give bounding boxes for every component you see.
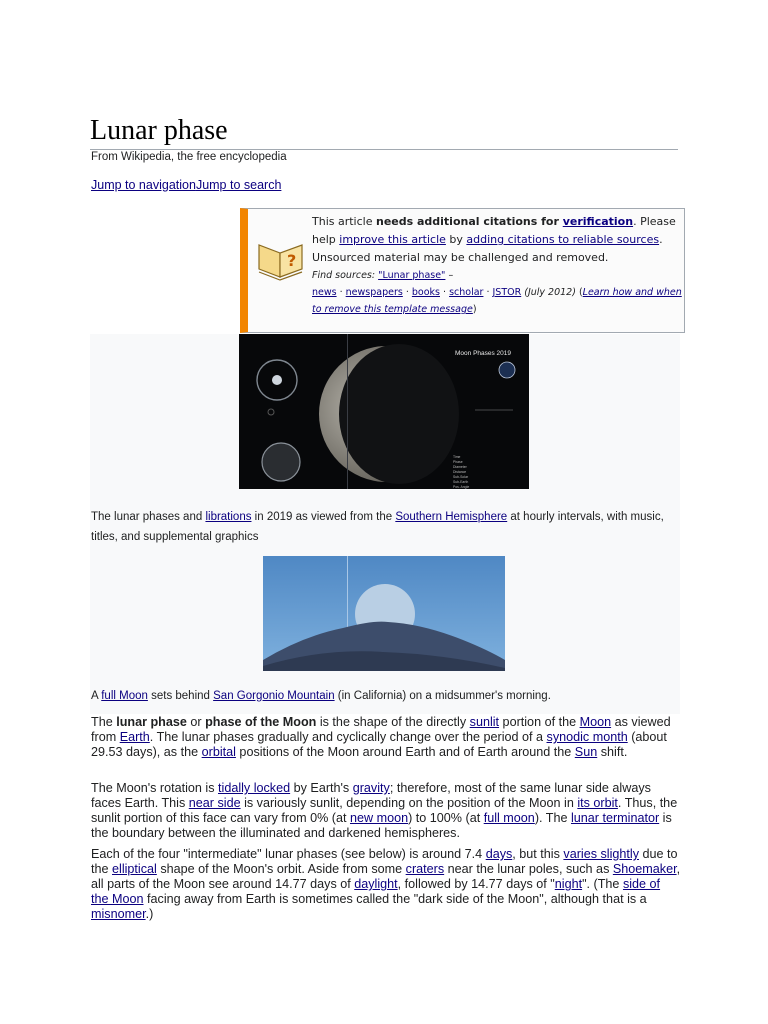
source-scholar-link[interactable]: scholar xyxy=(449,287,484,298)
paragraph-2: The Moon's rotation is tidally locked by Earth's gravity; therefore, most of the same lunar side always faces Earth. This near side is variously sunlit, depending on the position of the Moon in its orbit. Thus, the sunlit portion of this face can vary from 0% (at new moon) to 100% (at full moon). The lunar terminator is the boundary between the illuminated and darkened hemispheres. xyxy=(91,781,678,840)
tidally-locked-link[interactable]: tidally locked xyxy=(218,781,291,795)
svg-text:Distance: Distance xyxy=(453,470,467,474)
gravity-link[interactable]: gravity xyxy=(352,781,390,795)
southern-hemisphere-link[interactable]: Southern Hemisphere xyxy=(395,511,508,523)
jump-links xyxy=(91,178,281,192)
find-sources: Find sources: "Lunar phase" – news · newspapers · books · scholar · JSTOR (July 2012) (Learn how and when to remove this template message) xyxy=(312,270,682,315)
elliptical-link[interactable]: elliptical xyxy=(112,862,157,876)
source-news-link[interactable]: news xyxy=(312,287,337,298)
caption-moonset: A full Moon sets behind San Gorgonio Mountain (in California) on a midsummer's morning. xyxy=(91,690,551,702)
moonset-video[interactable] xyxy=(263,556,505,671)
paragraph-3: Each of the four "intermediate" lunar phases (see below) is around 7.4 days, but this varies slightly due to the elliptical shape of the Moon's orbit. Aside from some craters near the lunar poles, such as Shoemaker, all parts of the Moon see around 14.77 days of daylight, followed by 14.77 days of "night". (The side of the Moon facing away from Earth is sometimes called the "dark side of the Moon", although that is a misnomer.) xyxy=(91,847,681,921)
svg-text:Sub-Earth: Sub-Earth xyxy=(453,480,469,484)
svg-text:Sub-Solar: Sub-Solar xyxy=(453,475,469,479)
jump-to-navigation-link[interactable]: Jump to navigation xyxy=(91,178,196,192)
craters-link[interactable]: craters xyxy=(405,862,445,876)
near-side-link[interactable]: near side xyxy=(188,796,241,810)
sunlit-link[interactable]: sunlit xyxy=(469,715,500,729)
svg-text:Pos. Angle: Pos. Angle xyxy=(453,485,470,489)
svg-text:Time: Time xyxy=(453,455,461,459)
learn-how-link[interactable]: Learn how and when to remove this template message xyxy=(312,287,682,315)
source-jstor-link[interactable]: JSTOR xyxy=(492,287,522,298)
video-overlay-title: Moon Phases 2019 xyxy=(455,350,512,357)
its-orbit-link[interactable]: its orbit xyxy=(577,796,618,810)
improve-article-link[interactable]: improve this article xyxy=(339,233,446,246)
san-gorgonio-link[interactable]: San Gorgonio Mountain xyxy=(213,690,335,702)
svg-text:Diameter: Diameter xyxy=(453,465,467,469)
varies-slightly-link[interactable]: varies slightly xyxy=(563,847,639,861)
jump-to-search-link[interactable]: Jump to search xyxy=(195,178,282,192)
moon-link[interactable]: Moon xyxy=(579,715,612,729)
side-of-the-moon-link[interactable]: side of the Moon xyxy=(91,877,661,906)
synodic-month-link[interactable]: synodic month xyxy=(546,730,628,744)
book-question-icon xyxy=(256,239,306,283)
daylight-link[interactable]: daylight xyxy=(354,877,398,891)
earth-link[interactable]: Earth xyxy=(119,730,150,744)
moon-phases-frame xyxy=(239,334,529,489)
days-link[interactable]: days xyxy=(485,847,513,861)
notice-text: This article needs additional citations for verification. Please help improve this article by adding citations to reliable sources. Unsourced material may be challenged and removed. Find sources: "Lunar phase" – news · newspapers · books · scholar · JSTOR (July 2012) (Learn how and when to remove this template message) xyxy=(312,213,684,318)
tagline: From Wikipedia, the free encyclopedia xyxy=(91,151,287,163)
new-moon-link[interactable]: new moon xyxy=(349,811,409,825)
sun-link[interactable]: Sun xyxy=(574,745,598,759)
lunar-terminator-link[interactable]: lunar terminator xyxy=(570,811,660,825)
librations-link[interactable]: librations xyxy=(205,511,252,523)
moonset-frame xyxy=(263,556,505,671)
source-books-link[interactable]: books xyxy=(411,287,440,298)
svg-text:?: ? xyxy=(287,251,297,270)
source-newspapers-link[interactable]: newspapers xyxy=(345,287,403,298)
shoemaker-link[interactable]: Shoemaker xyxy=(612,862,677,876)
full-moon-link[interactable]: full Moon xyxy=(101,690,148,702)
query-link[interactable]: "Lunar phase" xyxy=(378,270,446,281)
misnomer-link[interactable]: misnomer xyxy=(91,907,146,921)
moon-phases-video[interactable] xyxy=(239,334,529,489)
night-link[interactable]: night xyxy=(554,877,583,891)
full-moon-link-2[interactable]: full moon xyxy=(483,811,535,825)
page-title: Lunar phase xyxy=(90,114,678,150)
paragraph-1: The lunar phase or phase of the Moon is the shape of the directly sunlit portion of the Moon as viewed from Earth. The lunar phases gradually and cyclically change over the period of a synodic month (about 29.53 days), as the orbital positions of the Moon around Earth and of Earth around the Sun shift. xyxy=(91,715,671,759)
orbital-link[interactable]: orbital xyxy=(201,745,236,759)
verification-link[interactable]: verification xyxy=(562,215,634,228)
caption-moon-phases: The lunar phases and librations in 2019 as viewed from the Southern Hemisphere at hourly intervals, with music, titles, and supplemental graphics xyxy=(91,511,664,543)
svg-text:Phase: Phase xyxy=(453,460,463,464)
citation-needed-notice xyxy=(240,208,685,333)
adding-citations-link[interactable]: adding citations to reliable sources xyxy=(466,233,660,246)
